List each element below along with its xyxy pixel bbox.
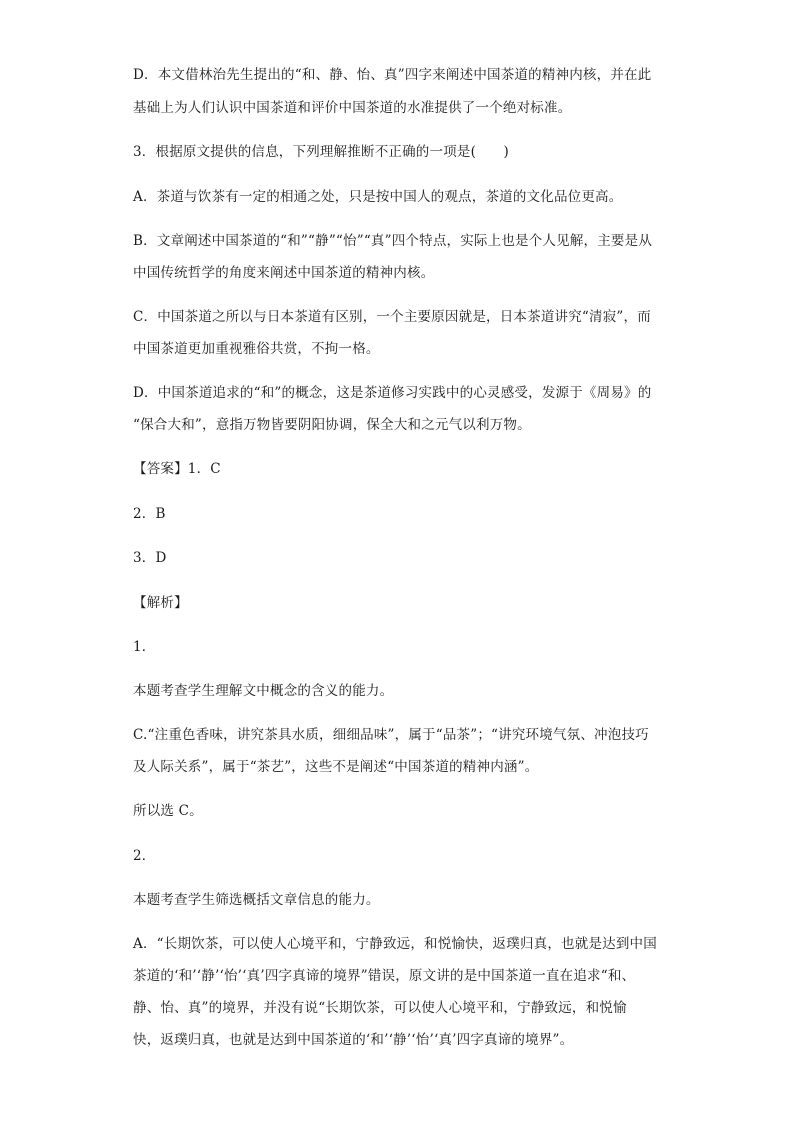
text-line: 中国传统哲学的角度来阐述中国茶道的精神内核。 — [133, 265, 435, 281]
text-line: 所以选 C。 — [133, 803, 203, 819]
text-line: 本题考查学生筛选概括文章信息的能力。 — [133, 892, 380, 908]
answer-3: 3．D — [133, 550, 167, 566]
answer-heading: 【答案】1．C — [133, 461, 221, 477]
text-line: “保合大和”，意指万物皆要阴阳协调，保全大和之元气以利万物。 — [133, 417, 531, 433]
answer-2: 2．B — [133, 506, 166, 522]
text-line: C.“注重色香味，讲究茶具水质，细细品味”，属于“品茶”；“讲究环境气氛、冲泡技巧 — [133, 727, 649, 743]
text-line: 茶道的‘和’‘静’‘怡’‘真’四字真谛的境界”错误，原文讲的是中国茶道一直在追求“和、 — [133, 968, 636, 984]
text-line: 本题考查学生理解文中概念的含义的能力。 — [133, 683, 394, 699]
analysis-2-number: 2． — [133, 848, 156, 864]
text-line: 及人际关系”，属于“茶艺”，这些不是阐述“中国茶道的精神内涵”。 — [133, 759, 539, 775]
option-d: D．中国茶道追求的“和”的概念，这是茶道修习实践中的心灵感受，发源于《周易》的 — [133, 385, 652, 401]
text-line: A．“长期饮茶，可以使人心境平和，宁静致远，和悦愉快，返璞归真，也就是达到中国 — [133, 936, 657, 952]
option-a: A．茶道与饮茶有一定的相通之处，只是按中国人的观点，茶道的文化品位更高。 — [133, 189, 623, 205]
question-3-stem: 3．根据原文提供的信息，下列理解推断不正确的一项是( ) — [133, 144, 509, 160]
option-b: B．文章阐述中国茶道的“和”“静”“怡”“真”四个特点，实际上也是个人见解，主要是从 — [133, 233, 653, 249]
analysis-heading: 【解析】 — [133, 595, 188, 611]
text-line: D．本文借林治先生提出的“和、静、怡、真”四字来阐述中国茶道的精神内核，并在此 — [133, 67, 652, 83]
option-c: C．中国茶道之所以与日本茶道有区别，一个主要原因就是，日本茶道讲究“清寂”，而 — [133, 309, 651, 325]
text-line: 静、怡、真”的境界，并没有说“长期饮茶，可以使人心境平和，宁静致远，和悦愉 — [133, 1000, 627, 1016]
text-line: 中国茶道更加重视雅俗共赏，不拘一格。 — [133, 341, 380, 357]
text-line: 快，返璞归真，也就是达到中国茶道的‘和’‘静’‘怡’‘真’四字真谛的境界”。 — [133, 1032, 574, 1048]
text-line: 基础上为人们认识中国茶道和评价中国茶道的水准提供了一个绝对标准。 — [133, 100, 572, 116]
analysis-1-number: 1． — [133, 639, 156, 655]
